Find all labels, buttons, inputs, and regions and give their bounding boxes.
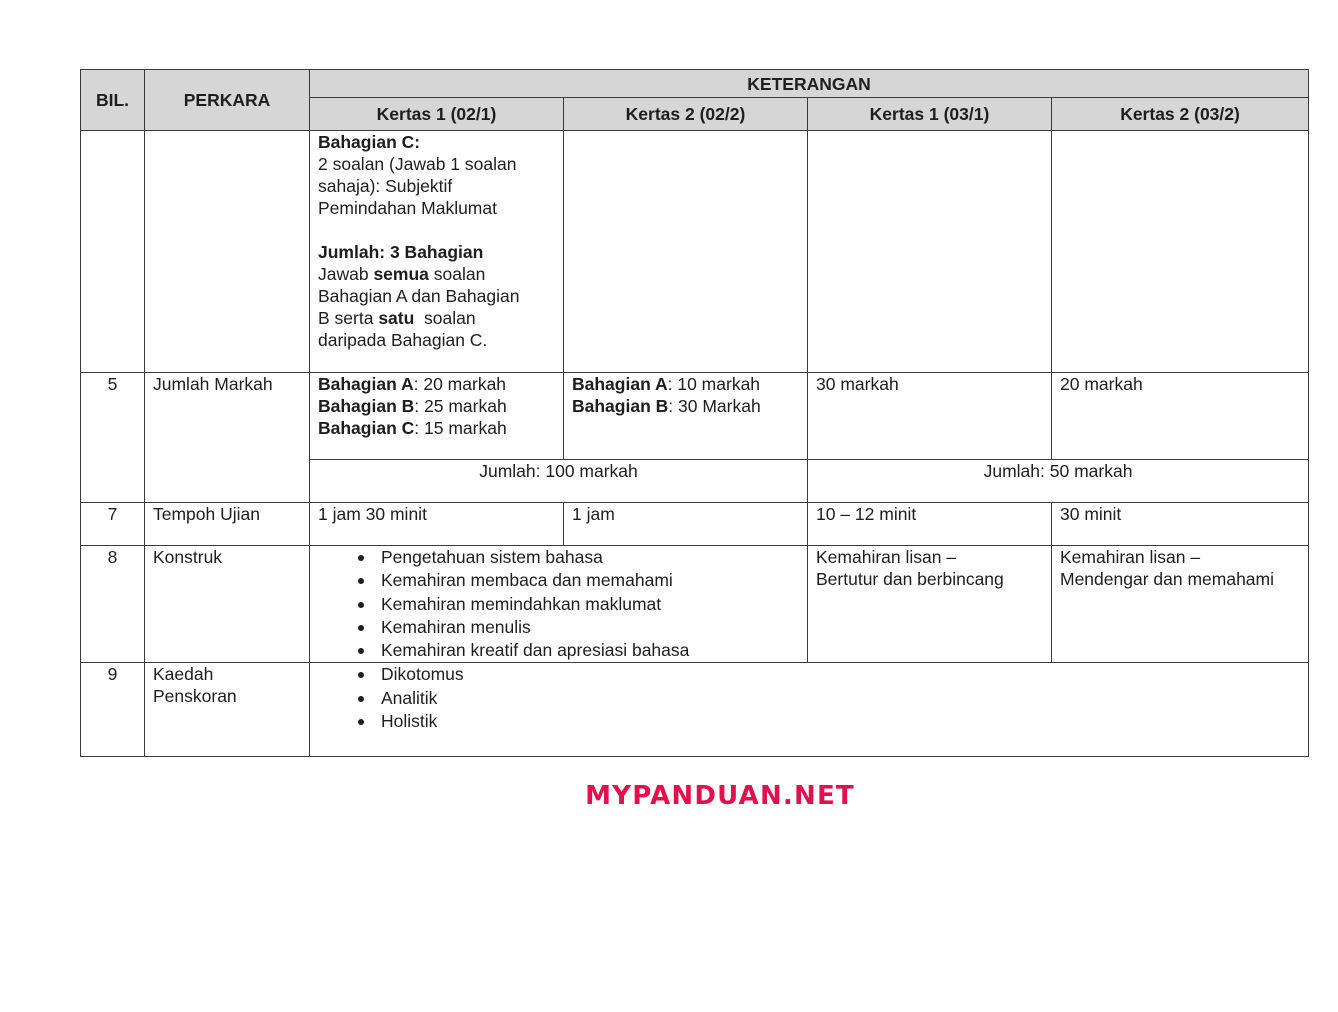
bullet-icon — [358, 625, 364, 631]
list-item: Kemahiran membaca dan memahami — [318, 569, 799, 592]
total-03: Jumlah: 50 markah — [808, 460, 1309, 503]
header-keterangan: KETERANGAN — [310, 70, 1309, 98]
list-item: Dikotomus — [318, 663, 1300, 686]
table-row-tempoh-ujian — [81, 503, 1309, 546]
bullet-icon — [358, 578, 364, 584]
perkara-label: Jumlah Markah — [145, 373, 310, 503]
row-number: 7 — [81, 503, 145, 546]
bil-cell-empty — [81, 131, 145, 373]
table-row-bahagian-c — [81, 131, 1309, 373]
list-item: Kemahiran memindahkan maklumat — [318, 593, 799, 616]
konstruk-kertas-2-03: Kemahiran lisan – Mendengar dan memahami — [1052, 546, 1309, 663]
jumlah-bahagian-heading: Jumlah: 3 Bahagian — [318, 242, 484, 262]
list-item: Kemahiran kreatif dan apresiasi bahasa — [318, 639, 799, 662]
jumlah-line-3: B serta satu soalan — [318, 308, 476, 328]
bahagian-c-line: 2 soalan (Jawab 1 soalan — [318, 154, 517, 174]
markah-kertas-2-02: Bahagian A: 10 markah Bahagian B: 30 Markah — [564, 373, 808, 460]
header-bil: BIL. — [81, 70, 145, 131]
bullet-icon — [358, 719, 364, 725]
row-number: 8 — [81, 546, 145, 663]
bullet-icon — [358, 648, 364, 654]
bullet-icon — [358, 672, 364, 678]
bahagian-c-line: Pemindahan Maklumat — [318, 198, 497, 218]
tempoh-kertas-1-02: 1 jam 30 minit — [310, 503, 564, 546]
total-02: Jumlah: 100 markah — [310, 460, 808, 503]
konstruk-list — [318, 546, 799, 662]
bahagian-c-line: sahaja): Subjektif — [318, 176, 453, 196]
table-row-kaedah-penskoran — [81, 663, 1309, 757]
row-number: 5 — [81, 373, 145, 503]
row-number: 9 — [81, 663, 145, 757]
penskoran-list-cell — [310, 663, 1309, 757]
jumlah-line-2: Bahagian A dan Bahagian — [318, 286, 520, 306]
bullet-icon — [358, 555, 364, 561]
header-kertas-2-03: Kertas 2 (03/2) — [1052, 98, 1309, 131]
table-row-konstruk — [81, 546, 1309, 663]
tempoh-kertas-2-02: 1 jam — [564, 503, 808, 546]
list-item: Kemahiran menulis — [318, 616, 799, 639]
bullet-icon — [358, 602, 364, 608]
header-kertas-1-02: Kertas 1 (02/1) — [310, 98, 564, 131]
jumlah-line-1: Jawab semua soalan — [318, 264, 486, 284]
penskoran-list — [318, 663, 1300, 733]
site-watermark: MYPANDUAN.NET — [585, 781, 855, 811]
header-perkara: PERKARA — [145, 70, 310, 131]
bahagian-c-cell — [310, 131, 564, 373]
jumlah-line-4: daripada Bahagian C. — [318, 330, 488, 350]
tempoh-kertas-1-03: 10 – 12 minit — [808, 503, 1052, 546]
markah-kertas-1-02: Bahagian A: 20 markah Bahagian B: 25 markah Bahagian C: 15 markah — [310, 373, 564, 460]
perkara-label: Tempoh Ujian — [145, 503, 310, 546]
table-row-jumlah-markah — [81, 373, 1309, 460]
perkara-cell-empty — [145, 131, 310, 373]
bullet-icon — [358, 696, 364, 702]
bahagian-c-heading: Bahagian C: — [318, 132, 421, 152]
kertas-1-03-empty — [808, 131, 1052, 373]
konstruk-kertas-1-03: Kemahiran lisan – Bertutur dan berbincang — [808, 546, 1052, 663]
header-kertas-1-03: Kertas 1 (03/1) — [808, 98, 1052, 131]
perkara-label: Kaedah Penskoran — [145, 663, 310, 757]
kertas-2-02-empty — [564, 131, 808, 373]
perkara-label: Konstruk — [145, 546, 310, 663]
list-item: Holistik — [318, 710, 1300, 733]
exam-format-table — [80, 69, 1309, 757]
konstruk-list-cell — [310, 546, 808, 663]
list-item: Pengetahuan sistem bahasa — [318, 546, 799, 569]
list-item: Analitik — [318, 687, 1300, 710]
kertas-2-03-empty — [1052, 131, 1309, 373]
markah-kertas-2-03: 20 markah — [1052, 373, 1309, 460]
markah-kertas-1-03: 30 markah — [808, 373, 1052, 460]
header-kertas-2-02: Kertas 2 (02/2) — [564, 98, 808, 131]
tempoh-kertas-2-03: 30 minit — [1052, 503, 1309, 546]
